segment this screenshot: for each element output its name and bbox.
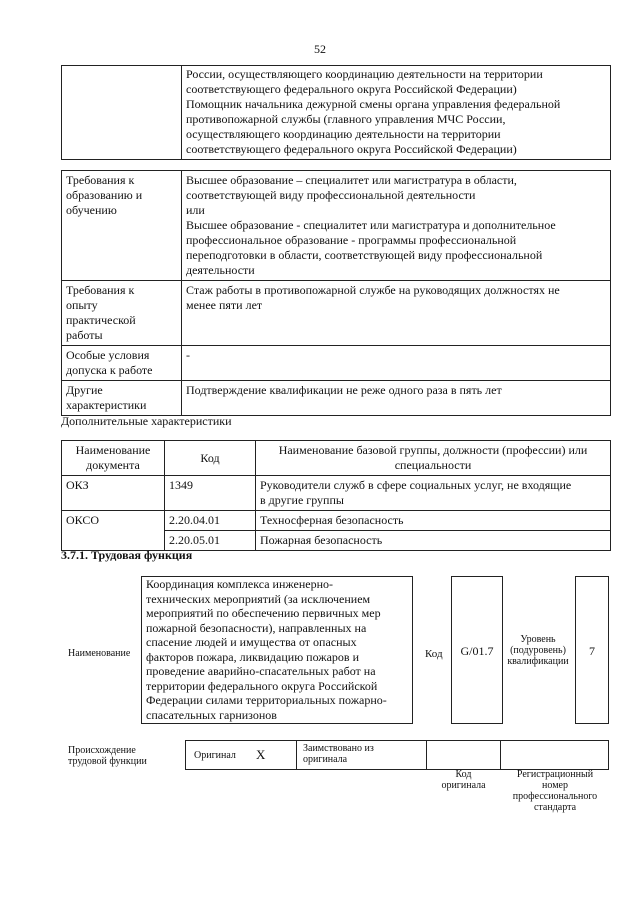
- value-line: Высшее образование – специалитет или магистратура в области,: [186, 173, 517, 187]
- label-line: опыту: [66, 298, 98, 312]
- code-value: G/01.7: [460, 644, 494, 658]
- qualification-level-box: [575, 576, 609, 724]
- additional-characteristics-table: [61, 440, 611, 551]
- text-line: противопожарной службы (главного управления МЧС России,: [186, 112, 506, 126]
- header-document: [62, 441, 165, 476]
- registration-number-cell: [501, 741, 608, 769]
- label-line: Другие: [66, 383, 103, 397]
- name-line: факторов пожара, ликвидацию пожаров и: [146, 649, 359, 664]
- requirement-value: [182, 346, 611, 381]
- value-line: профессиональное образование - программы профессиональной: [186, 233, 517, 247]
- name-line: технических мероприятий (за исключением: [146, 591, 371, 606]
- original-mark: X: [256, 747, 266, 762]
- caption-line: оригинала: [441, 780, 486, 791]
- requirement-value: [182, 171, 611, 281]
- label-line: характеристики: [66, 398, 147, 412]
- level-label-line: квалификации: [507, 656, 569, 667]
- labor-function-heading: 3.7.1. Трудовая функция: [61, 548, 193, 562]
- value-line: Высшее образование - специалитет или магистратура и дополнительное: [186, 218, 556, 232]
- name-label: Наименование: [68, 648, 131, 659]
- requirement-label: [62, 281, 182, 346]
- caption-line: номер: [542, 780, 568, 791]
- table-cell: 2.20.05.01: [165, 531, 256, 551]
- value-line: Стаж работы в противопожарной службе на руководящих должностях не: [186, 283, 560, 297]
- table-cell: Техносферная безопасность: [256, 511, 611, 531]
- label-line: практической: [66, 313, 136, 327]
- caption-line: Регистрационный: [516, 769, 594, 780]
- table-cell: 2.20.04.01: [165, 511, 256, 531]
- origin-table: [185, 740, 609, 770]
- labor-function-name-box: [141, 576, 413, 724]
- header-line: специальности: [394, 458, 472, 472]
- label-line: Требования к: [66, 173, 135, 187]
- header-line: Наименование: [75, 443, 151, 457]
- continuation-table: [61, 65, 611, 160]
- borrowed-line: Заимствовано из: [303, 743, 374, 754]
- value-line: менее пяти лет: [186, 298, 263, 312]
- requirement-label: [62, 171, 182, 281]
- caption-line: профессионального: [512, 791, 598, 802]
- table-cell: ОКСО: [62, 511, 165, 531]
- cell-line: Руководители служб в сфере социальных услуг, не входящие: [260, 478, 572, 492]
- text-line: соответствующего федерального округа Российской Федерации): [186, 142, 517, 156]
- table-cell: 1349: [165, 476, 256, 511]
- value-line: деятельности: [186, 263, 255, 277]
- label-line: допуска к работе: [66, 363, 153, 377]
- requirement-value: [182, 381, 611, 416]
- requirement-label: [62, 346, 182, 381]
- label-line: работы: [66, 328, 103, 342]
- header-line: Наименование базовой группы, должности (профессии) или: [278, 443, 588, 457]
- original-code-cell: [428, 741, 501, 769]
- name-line: проведение аварийно-спасательных работ на: [146, 664, 376, 678]
- name-line: Федерации силами территориальных пожарно-: [146, 693, 387, 707]
- caption-line: Код: [455, 769, 472, 780]
- value-line: Подтверждение квалификации не реже одного раза в пять лет: [186, 383, 502, 397]
- text-line: осуществляющего координацию деятельности на территории: [186, 127, 501, 141]
- header-line: документа: [86, 458, 140, 472]
- name-line: пожарной безопасности), направленных на: [146, 620, 367, 635]
- additional-characteristics-title: Дополнительные характеристики: [61, 414, 232, 428]
- borrowed-line: оригинала: [303, 754, 348, 765]
- value-line: -: [186, 348, 190, 362]
- header-line: Код: [200, 450, 220, 465]
- text-line: Помощник начальника дежурной смены органа управления федеральной: [186, 97, 561, 111]
- header-name: [256, 441, 611, 476]
- requirement-value: [182, 281, 611, 346]
- caption-line: стандарта: [533, 802, 577, 813]
- page-number: 52: [314, 42, 326, 56]
- origin-label-line: трудовой функции: [68, 756, 147, 767]
- origin-label: [68, 745, 147, 767]
- level-label-line: Уровень: [520, 634, 556, 645]
- table-cell: [256, 476, 611, 511]
- original-code-caption: [427, 769, 500, 791]
- qualification-level-value: 7: [589, 644, 595, 658]
- table-cell: ОКЗ: [62, 476, 165, 511]
- value-line: переподготовки в области, соответствующей виду профессиональной: [186, 248, 543, 262]
- original-label: Оригинал: [194, 750, 236, 761]
- value-line: соответствующей виду профессиональной деятельности: [186, 188, 476, 202]
- name-line: Координация комплекса инженерно-: [146, 577, 334, 591]
- header-code: [165, 441, 256, 476]
- label-line: Требования к: [66, 283, 135, 297]
- value-line: или: [186, 203, 205, 217]
- text-line: России, осуществляющего координацию деятельности на территории: [186, 67, 543, 81]
- level-label-line: (подуровень): [510, 645, 566, 656]
- name-line: спасение людей и имущества от опасных: [146, 635, 357, 649]
- continuation-text-cell: [182, 66, 611, 160]
- registration-number-caption: [500, 769, 610, 813]
- qualification-level-label: [503, 634, 573, 667]
- text-line: соответствующего федерального округа Российской Федерации): [186, 82, 517, 96]
- code-box: [451, 576, 503, 724]
- requirement-label: [62, 381, 182, 416]
- cell-line: в другие группы: [260, 493, 344, 507]
- continuation-left-cell: [62, 66, 182, 160]
- label-line: Особые условия: [66, 348, 150, 362]
- code-label: Код: [425, 648, 443, 660]
- origin-original-cell: [186, 741, 297, 769]
- name-line: территории федерального округа Российской: [146, 678, 378, 693]
- label-line: образованию и: [66, 188, 143, 202]
- table-cell: Пожарная безопасность: [256, 531, 611, 551]
- origin-label-line: Происхождение: [68, 745, 136, 756]
- label-line: обучению: [66, 203, 117, 217]
- name-line: спасательных гарнизонов: [146, 707, 277, 722]
- name-line: мероприятий по обеспечению первичных мер: [146, 606, 381, 620]
- requirements-table: [61, 170, 611, 416]
- borrowed-cell: [297, 741, 427, 769]
